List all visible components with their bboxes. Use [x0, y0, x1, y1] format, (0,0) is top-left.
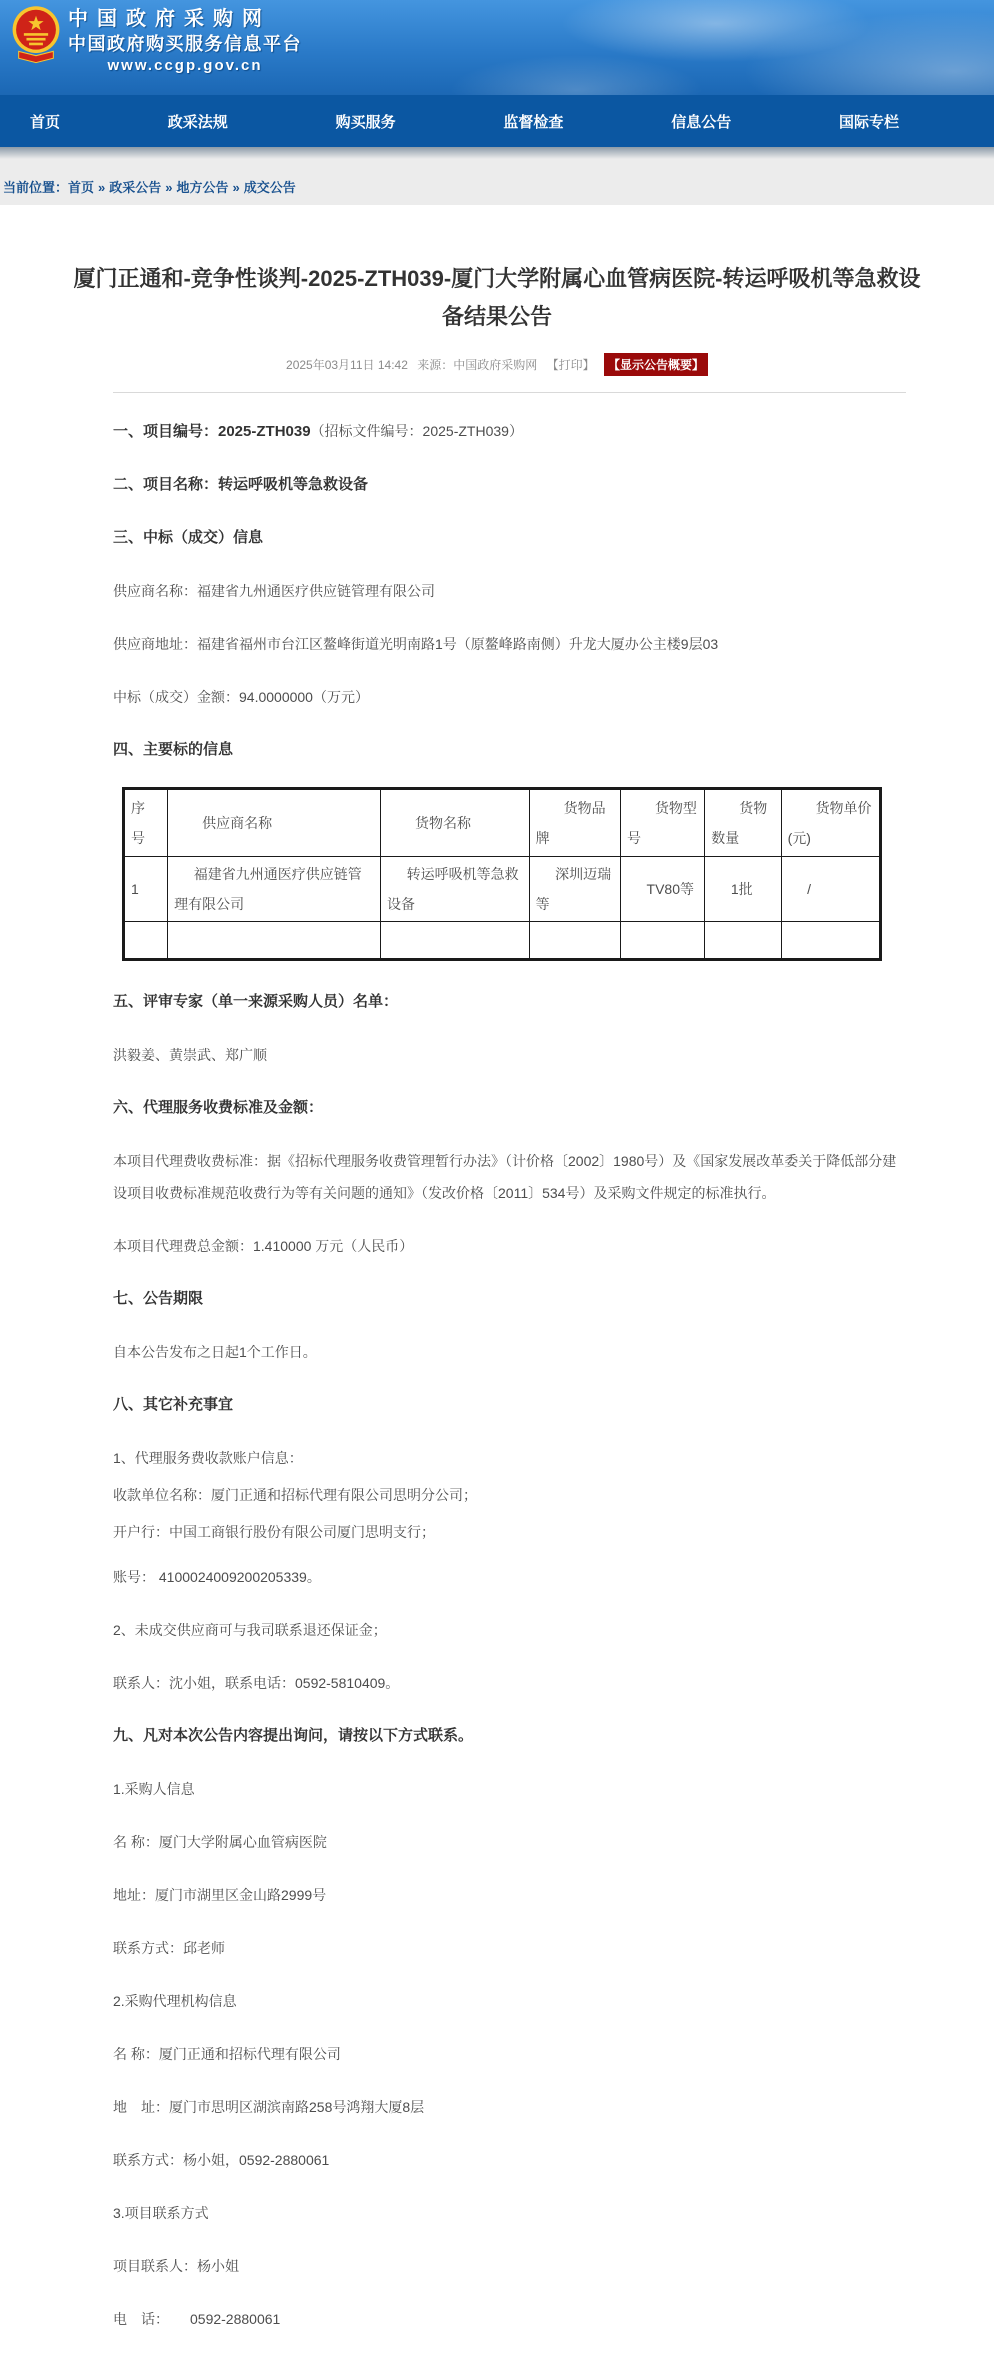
paragraph-account-number: 账号： 4100024009200205339。: [113, 1569, 321, 1585]
cell-empty: [381, 922, 530, 960]
paragraph-bank: 开户行：中国工商银行股份有限公司厦门思明支行；: [113, 1524, 435, 1540]
nav-item-announcements[interactable]: 信息公告: [671, 113, 732, 131]
cell-empty: [529, 922, 620, 960]
show-summary-button[interactable]: 【显示公告概要】: [604, 353, 708, 376]
section-heading-notice-period: 七、公告期限: [113, 1290, 204, 1307]
cell-empty: [705, 922, 781, 960]
paragraph-project-contact-person: 项目联系人：杨小姐: [113, 2258, 239, 2274]
col-header-seq: 序号: [124, 789, 168, 857]
paragraph-account-info-title: 1、代理服务费收款账户信息：: [113, 1450, 303, 1466]
site-url: www.ccgp.gov.cn: [107, 57, 263, 74]
paragraph-purchaser-address: 地址：厦门市湖里区金山路2999号: [113, 1887, 327, 1903]
cell-goods-name: 转运呼吸机等急救设备: [381, 857, 530, 922]
section-heading-project-name: 二、项目名称：转运呼吸机等急救设备: [113, 476, 369, 493]
site-logo-text[interactable]: [68, 6, 302, 76]
source-label: 来源：中国政府采购网: [417, 358, 538, 372]
breadcrumb-item-home[interactable]: 首页: [68, 180, 95, 195]
section-heading-agency-fee: 六、代理服务收费标准及金额：: [113, 1099, 324, 1116]
section-heading-supplementary: 八、其它补充事宜: [113, 1396, 234, 1413]
print-button[interactable]: 【打印】: [546, 358, 595, 372]
paragraph-agency-info-title: 2.采购代理机构信息: [113, 1993, 237, 2009]
col-header-supplier: 供应商名称: [168, 789, 381, 857]
nav-item-international[interactable]: 国际专栏: [838, 113, 899, 131]
paragraph-purchaser-info-title: 1.采购人信息: [113, 1781, 195, 1797]
site-banner: [0, 0, 994, 95]
site-title: 中国政府采购网: [68, 8, 271, 30]
cell-empty: [781, 922, 880, 960]
breadcrumb-separator: »: [98, 180, 106, 195]
breadcrumb-label: 当前位置：: [3, 180, 69, 195]
paragraph-supplier-name: 供应商名称：福建省九州通医疗供应链管理有限公司: [113, 583, 435, 599]
section-heading-award-info: 三、中标（成交）信息: [113, 529, 264, 546]
col-header-quantity: 货物数量: [705, 789, 781, 857]
paragraph-supplier-address: 供应商地址：福建省福州市台江区鳌峰街道光明南路1号（原鳌峰路南侧）升龙大厦办公主楼9层03: [113, 636, 719, 652]
breadcrumb-item-procurement-notices[interactable]: 政采公告: [109, 180, 162, 195]
national-emblem-icon: [10, 4, 62, 64]
paragraph-fee-total: 本项目代理费总金额：1.410000 万元（人民币）: [113, 1238, 414, 1254]
article: [0, 205, 994, 2356]
paragraph-award-amount: 中标（成交）金额：94.0000000（万元）: [113, 689, 369, 705]
paragraph-notice-period: 自本公告发布之日起1个工作日。: [113, 1344, 317, 1360]
cell-brand: 深圳迈瑞等: [529, 857, 620, 922]
paragraph-agency-contact: 联系方式：杨小姐，0592-2880061: [113, 2152, 330, 2168]
col-header-unit-price: 货物单价(元): [781, 789, 880, 857]
project-number-bold: 一、项目编号：2025-ZTH039: [113, 423, 311, 440]
cell-empty: [124, 922, 168, 960]
site-subtitle: 中国政府购买服务信息平台: [68, 34, 302, 54]
cell-model: TV80等: [620, 857, 704, 922]
article-meta: [0, 353, 994, 376]
paragraph-purchaser-contact: 联系方式：邱老师: [113, 1940, 225, 1956]
breadcrumb-item-award-notices[interactable]: 成交公告: [243, 180, 296, 195]
section-heading-main-items: 四、主要标的信息: [113, 741, 234, 758]
cell-unit-price: /: [781, 857, 880, 922]
paragraph-contact-shen: 联系人：沈小姐，联系电话：0592-5810409。: [113, 1675, 400, 1691]
paragraph-expert-names: 洪毅姜、黄崇武、郑广顺: [113, 1047, 267, 1063]
cell-seq: 1: [124, 857, 168, 922]
section-heading-project-number: [113, 415, 906, 448]
tender-doc-number: （招标文件编号：2025-ZTH039）: [310, 423, 523, 439]
paragraph-project-contact-phone: 电 话： 0592-2880061: [113, 2311, 281, 2327]
paragraph-purchaser-name: 名 称：厦门大学附属心血管病医院: [113, 1834, 327, 1850]
table-row-empty: [124, 922, 881, 960]
breadcrumb-separator: »: [165, 180, 173, 195]
page-title: 厦门正通和-竞争性谈判-2025-ZTH039-厦门大学附属心血管病医院-转运呼吸机等急救设备结果公告: [73, 266, 921, 329]
col-header-model: 货物型号: [620, 789, 704, 857]
publish-date: 2025年03月11日 14:42: [286, 358, 408, 372]
cell-empty: [168, 922, 381, 960]
breadcrumb: [0, 147, 994, 205]
main-nav: [0, 95, 994, 147]
paragraph-agency-name: 名 称：厦门正通和招标代理有限公司: [113, 2046, 341, 2062]
col-header-goods-name: 货物名称: [381, 789, 530, 857]
nav-item-supervision[interactable]: 监督检查: [503, 113, 564, 131]
breadcrumb-item-local-notices[interactable]: 地方公告: [176, 180, 229, 195]
article-body: [113, 393, 906, 2335]
col-header-brand: 货物品牌: [529, 789, 620, 857]
nav-item-regulations[interactable]: 政采法规: [167, 113, 228, 131]
cell-supplier: 福建省九州通医疗供应链管理有限公司: [168, 857, 381, 922]
nav-item-home[interactable]: 首页: [30, 113, 61, 131]
breadcrumb-separator: »: [232, 180, 240, 195]
section-heading-experts: 五、评审专家（单一来源采购人员）名单：: [113, 993, 399, 1010]
paragraph-agency-address: 地 址：厦门市思明区湖滨南路258号鸿翔大厦8层: [113, 2099, 425, 2115]
paragraph-payee-name: 收款单位名称：厦门正通和招标代理有限公司思明分公司；: [113, 1487, 477, 1503]
cell-quantity: 1批: [705, 857, 781, 922]
paragraph-deposit-refund: 2、未成交供应商可与我司联系退还保证金；: [113, 1622, 387, 1638]
table-header-row: [124, 789, 881, 857]
nav-item-purchase-service[interactable]: 购买服务: [335, 113, 396, 131]
paragraph-project-contact-title: 3.项目联系方式: [113, 2205, 209, 2221]
paragraph-fee-standard: 本项目代理费收费标准：据《招标代理服务收费管理暂行办法》（计价格〔2002〕1980号）及《国家发展改革委关于降低部分建设项目收费标准规范收费行为等有关问题的通知》（发改价格〔2011〕534号）及采购文件规定的标准执行。: [113, 1153, 897, 1201]
items-table: [122, 787, 882, 961]
table-row: [124, 857, 881, 922]
cell-empty: [620, 922, 704, 960]
section-heading-inquiries: 九、凡对本次公告内容提出询问，请按以下方式联系。: [113, 1727, 474, 1744]
